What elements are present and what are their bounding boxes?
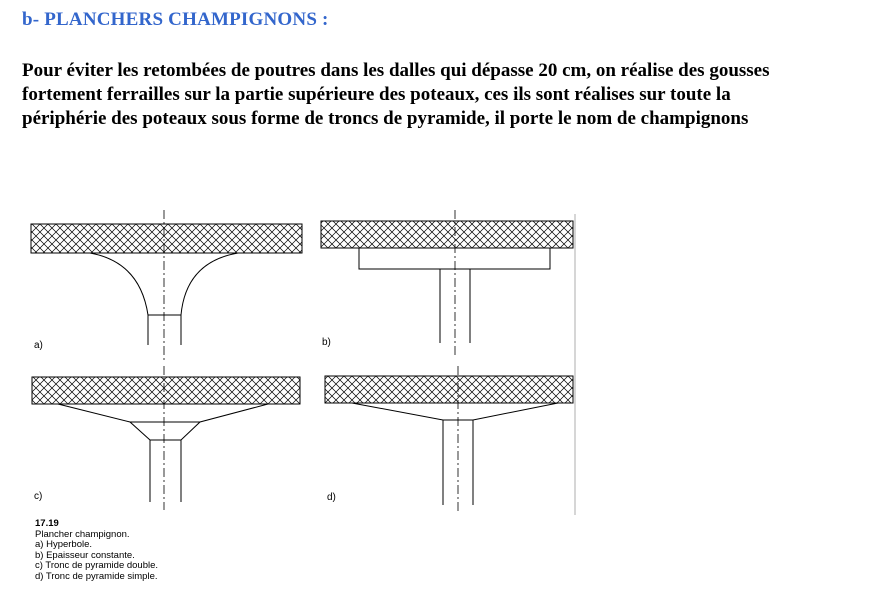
slab-d: [325, 376, 573, 403]
paragraph-line: Pour éviter les retombées de poutres dans les dalles qui dépasse 20 cm, on réalise des gousses: [22, 60, 770, 81]
caption-item: a) Hyperbole.: [35, 539, 93, 550]
caption-item: c) Tronc de pyramide double.: [35, 560, 159, 571]
paragraph-line: périphérie des poteaux sous forme de troncs de pyramide, il porte le nom de champignons: [22, 108, 749, 129]
slab-b: [321, 221, 573, 248]
diagram-a-hyperbole: [31, 210, 302, 360]
slab-c: [32, 377, 300, 404]
label-a: a): [34, 340, 43, 351]
slab-a: [31, 224, 302, 253]
caption-item: b) Epaisseur constante.: [35, 549, 135, 561]
diagram-c-double-pyramid: [32, 366, 300, 510]
label-b: b): [322, 337, 331, 348]
figure-caption: [35, 519, 158, 582]
diagram-b-constant-thickness: [321, 210, 573, 355]
drop-panel-b: [359, 248, 550, 269]
caption-item: d) Tronc de pyramide simple.: [35, 570, 158, 582]
caption-title: Plancher champignon.: [35, 528, 130, 540]
label-d: d): [327, 492, 336, 503]
paragraph-line: fortement ferrailles sur la partie supérieure des poteaux, ces ils sont réalises sur toute la: [22, 84, 731, 105]
section-heading: b- PLANCHERS CHAMPIGNONS :: [22, 9, 329, 30]
caption-number: 17.19: [35, 518, 59, 529]
capital-d: [352, 403, 558, 420]
diagram-d-simple-pyramid: [325, 366, 573, 512]
label-c: c): [34, 491, 43, 502]
